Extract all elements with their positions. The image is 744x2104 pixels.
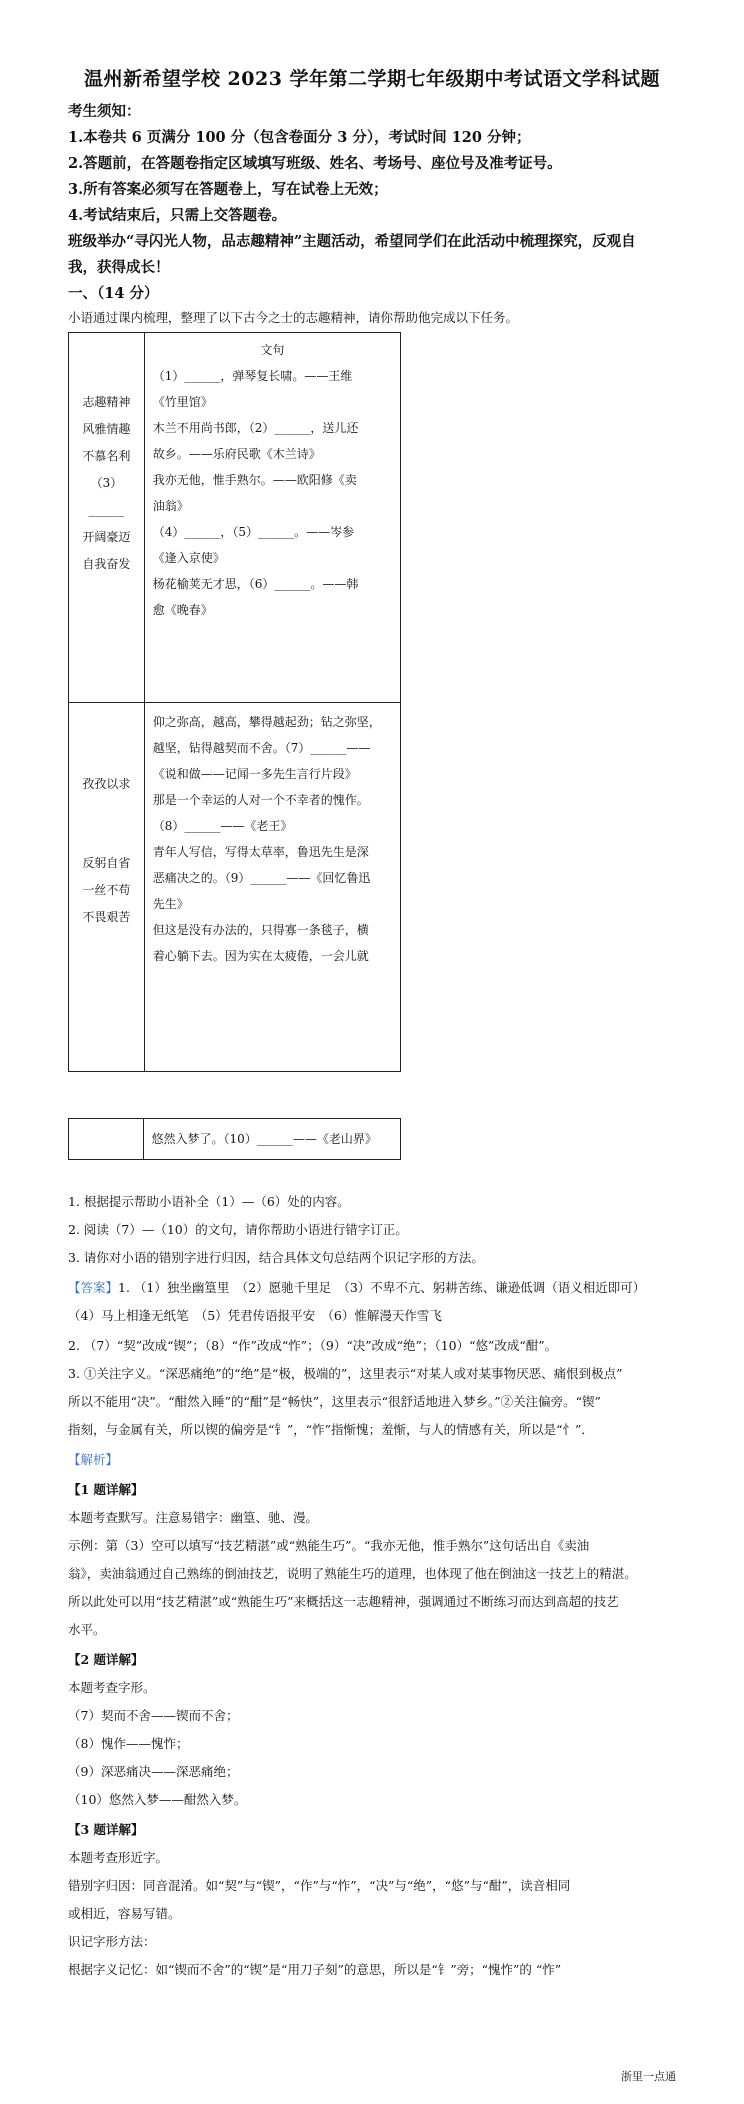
section-heading: 一、（14 分） — [68, 285, 159, 302]
answer-label: 【答案】 — [68, 1280, 119, 1295]
task-item: 3. 请你对小语的错别字进行归因，结合具体文句总结两个识记字形的方法。 — [68, 1250, 484, 1265]
analysis-line: （7）契而不舍——锲而不舍； — [68, 1708, 239, 1723]
answer-line: 所以不能用“决”。“酣然入睡”的“酣”是“畅快”，这里表示“很舒适地进入梦乡。”②关注偏旁。“锲” — [68, 1394, 601, 1409]
q2-heading: 【2 题详解】 — [68, 1652, 144, 1667]
spirit-table-continuation — [68, 1118, 401, 1160]
category-label: 风雅情趣 — [82, 422, 131, 436]
table-row — [69, 333, 401, 703]
analysis-line: 根据字义记忆：如“锲而不舍”的“锲”是“用刀子刻”的意思，所以是“钅”旁；“愧怍”的 “怍” — [68, 1962, 562, 1977]
category-label: 志趣精神 — [82, 395, 131, 409]
instruction-item: 2.答题前，在答题卷指定区域填写班级、姓名、考场号、座位号及准考证号。 — [68, 155, 562, 172]
table-row — [69, 703, 401, 1072]
analysis-line: 或相近，容易写错。 — [68, 1906, 181, 1921]
analysis-line: （8）愧作——愧怍； — [68, 1736, 189, 1751]
answer-line1 — [68, 1278, 645, 1296]
quote-line: 越坚，钻得越契而不舍。（7）______—— — [152, 741, 371, 755]
category-label: 开阔豪迈 — [82, 530, 131, 544]
quote-line: 《竹里馆》 — [152, 395, 213, 409]
analysis-line: 所以此处可以用“技艺精湛”或“熟能生巧”来概括这一志趣精神，强调通过不断练习而达到高超的技艺 — [68, 1594, 619, 1609]
q3-heading: 【3 题详解】 — [68, 1822, 144, 1837]
answer-line: 3. ①关注字义。“深恶痛绝”的“绝”是“极，极端的”，这里表示“对某人或对某事物厌恶、痛恨到极点” — [68, 1366, 623, 1381]
activity-intro-line: 班级举办“寻闪光人物，品志趣精神”主题活动，希望同学们在此活动中梳理探究，反观自 — [68, 233, 636, 250]
quote-line: 但这是没有办法的，只得寡一条毯子，横 — [152, 923, 369, 937]
analysis-line: 识记字形方法： — [68, 1934, 156, 1949]
quote-line: （8）______——《老王》 — [152, 819, 293, 833]
category-label: 反躬自省 — [82, 856, 131, 870]
answer-text: 1. （1）独坐幽篁里 （2）愿驰千里足 （3）不卑不亢、躬耕苦练、谦逊低调（语义相近即可） — [118, 1280, 646, 1295]
quote-line: 着心躺下去。因为实在太疲倦，一会儿就 — [152, 949, 369, 963]
quote-line: 仰之弥高，越高，攀得越起劲；钻之弥坚， — [152, 715, 381, 729]
spirit-category-cell — [69, 1119, 144, 1160]
table-header: 文句 — [260, 343, 285, 357]
instruction-item: 3.所有答案必须写在答题卷上，写在试卷上无效； — [68, 181, 388, 198]
analysis-line: 错别字归因：同音混淆。如“契”与“锲”，“作”与“怍”，“决”与“绝”，“悠”与“酣”，读音相同 — [68, 1878, 571, 1893]
quote-line: 木兰不用尚书郎，（2）______，送儿还 — [152, 421, 359, 435]
table-row — [69, 1119, 401, 1160]
quote-line: 杨花榆荚无才思，（6）______。——韩 — [152, 577, 359, 591]
quote-line: 那是一个幸运的人对一个不幸者的愧作。 — [152, 793, 369, 807]
quote-cell: 悠然入梦了。（10）______——《老山界》 — [143, 1119, 400, 1160]
analysis-line: 示例：第（3）空可以填写“技艺精湛”或“熟能生巧”。“我亦无他，惟手熟尔”这句话出自《卖油 — [68, 1538, 590, 1553]
quote-line: 《逢入京使》 — [152, 551, 225, 565]
analysis-line: 本题考查字形。 — [68, 1680, 156, 1695]
analysis-line: 翁》，卖油翁通过自己熟练的倒油技艺，说明了熟能生巧的道理，也体现了他在倒油这一技艺上的精湛。 — [68, 1566, 637, 1581]
section-intro: 小语通过课内梳理，整理了以下古今之士的志趣精神，请你帮助他完成以下任务。 — [68, 310, 519, 325]
category-label: 自我奋发 — [82, 557, 131, 571]
quote-line: （4）______，（5）______。——岑参 — [152, 525, 355, 539]
analysis-line: （9）深恶痛决——深恶痛绝； — [68, 1764, 239, 1779]
quote-line: 青年人写信，写得太草率，鲁迅先生是深 — [152, 845, 369, 859]
q1-heading: 【1 题详解】 — [68, 1482, 144, 1497]
quote-cell — [144, 703, 400, 1072]
category-label: （3） — [90, 476, 123, 490]
quote-line: 《说和做——记闻一多先生言行片段》 — [152, 767, 357, 781]
category-label: 孜孜以求 — [82, 777, 131, 791]
spirit-category-cell — [69, 703, 145, 1072]
category-label: 一丝不苟 — [82, 883, 131, 897]
instruction-item: 4.考试结束后，只需上交答题卷。 — [68, 207, 287, 224]
answer-line: 2. （7）“契”改成“锲”；（8）“作”改成“怍”；（9）“决”改成“绝”；（10）“悠”改成“酣”。 — [68, 1338, 558, 1353]
quote-line: 我亦无他，惟手熟尔。——欧阳修《卖 — [152, 473, 357, 487]
quote-line: （1）______，弹琴复长啸。——王维 — [152, 369, 353, 383]
quote-line: 油翁》 — [152, 499, 189, 513]
instruction-item: 1.本卷共 6 页满分 100 分（包含卷面分 3 分），考试时间 120 分钟； — [68, 129, 531, 146]
category-label: 不慕名利 — [82, 449, 131, 463]
spirit-table — [68, 332, 401, 1072]
analysis-line: 水平。 — [68, 1622, 106, 1637]
task-item: 1. 根据提示帮助小语补全（1）—（6）处的内容。 — [68, 1194, 350, 1209]
instructions-heading: 考生须知： — [68, 103, 141, 120]
spirit-category-cell — [69, 333, 145, 703]
quote-line: 故乡。——乐府民歌《木兰诗》 — [152, 447, 321, 461]
quote-line: 先生》 — [152, 897, 189, 911]
exam-title: 温州新希望学校 2023 学年第二学期七年级期中考试语文学科试题 — [83, 68, 661, 90]
activity-intro-line: 我，获得成长！ — [68, 259, 170, 276]
quote-cell — [144, 333, 400, 703]
task-item: 2. 阅读（7）—（10）的文句，请你帮助小语进行错字订正。 — [68, 1222, 408, 1237]
quote-line: 愈《晚春》 — [152, 603, 213, 617]
analysis-line: （10）悠然入梦——酣然入梦。 — [68, 1792, 247, 1807]
quote-line: 恶痛决之的。（9）______——《回忆鲁迅 — [152, 871, 371, 885]
analysis-line: 本题考查默写。注意易错字：幽篁、驰、漫。 — [68, 1510, 319, 1525]
answer-line: （4）马上相逢无纸笔 （5）凭君传语报平安 （6）惟解漫天作雪飞 — [68, 1308, 442, 1323]
answer-line: 指刻，与金属有关，所以锲的偏旁是“钅”，“怍”指惭愧；羞惭，与人的情感有关，所以是“忄”． — [68, 1422, 594, 1437]
footer-watermark: 浙里一点通 — [621, 2070, 676, 2083]
category-label: 不畏艰苦 — [82, 910, 131, 924]
analysis-label: 【解析】 — [68, 1452, 119, 1467]
analysis-line: 本题考查形近字。 — [68, 1850, 169, 1865]
category-blank: ______ — [88, 503, 125, 517]
